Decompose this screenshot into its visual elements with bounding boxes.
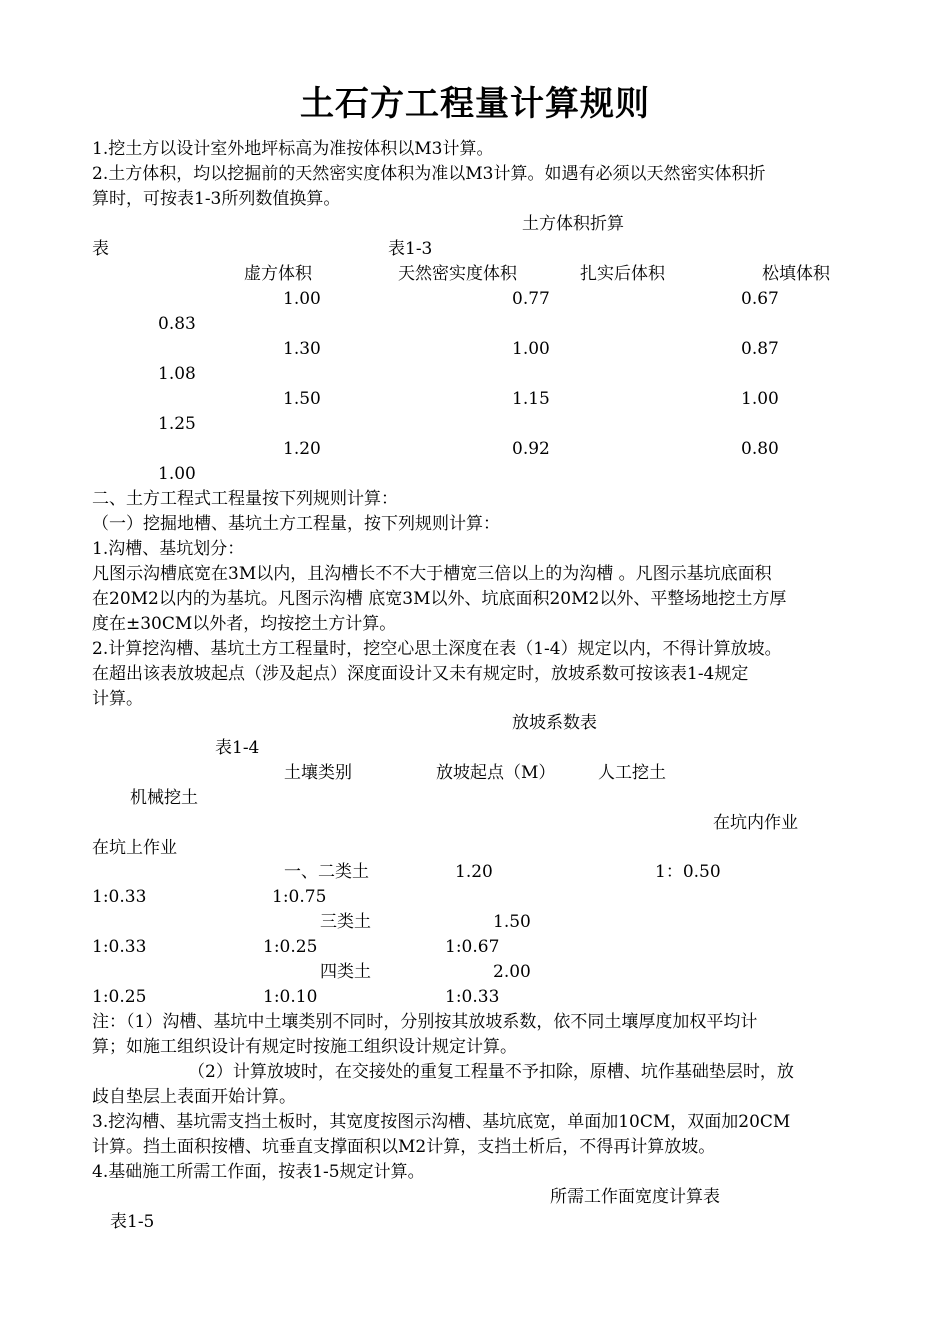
rule-sub-1-line-3: 度在±30CM以外者，均按挖土方计算。 (92, 614, 397, 634)
section-2-heading: 二、土方工程式工程量按下列规则计算： (92, 489, 398, 509)
rule-sub-1: 1.沟槽、基坑划分： (92, 539, 245, 559)
rule-1: 1.挖土方以设计室外地坪标高为准按体积以M3计算。 (92, 139, 494, 159)
rule-2-line-1: 2.土方体积，均以挖掘前的天然密实度体积为准以M3计算。如遇有必须以天然密实体积折 (92, 164, 766, 184)
table-1-3-cell: 1.00 (512, 339, 550, 359)
subsection-1-heading: （一）挖掘地槽、基坑土方工程量，按下列规则计算： (92, 514, 500, 534)
rule-sub-2-line-2: 在超出该表放坡起点（涉及起点）深度面设计又未有规定时，放坡系数可按该表1-4规定 (92, 664, 749, 684)
table-1-3-label: 表1-3 (388, 239, 433, 259)
table-1-3-cell: 0.92 (512, 439, 550, 459)
table-1-4-cell: 1:0.25 (263, 937, 318, 957)
table-1-4-cell: 1.20 (455, 862, 493, 882)
table-1-3-header: 天然密实度体积 (398, 264, 517, 284)
table-1-3-cell: 1.30 (283, 339, 321, 359)
table-1-3-header: 松填体积 (762, 264, 830, 284)
table-1-3-cell: 1.00 (283, 289, 321, 309)
note-1-line-1: 注：（1）沟槽、基坑中土壤类别不同时，分别按其放坡系数，依不同土壤厚度加权平均计 (92, 1012, 758, 1032)
table-1-4-cell: 三类土 (320, 912, 371, 932)
table-1-3-cell: 1.08 (158, 364, 196, 384)
table-1-4-cell: 1:0.25 (92, 987, 147, 1007)
table-1-4-cell: 一、二类土 (284, 862, 369, 882)
table-1-5-caption: 所需工作面宽度计算表 (550, 1187, 720, 1207)
table-1-3-cell: 1.00 (741, 389, 779, 409)
rule-sub-1-line-2: 在20M2以内的为基坑。凡图示沟槽 底宽3M以外、坑底面积20M2以外、平整场地挖土方厚 (92, 589, 787, 609)
table-1-3-cell: 0.67 (741, 289, 779, 309)
table-1-4-cell: 1:0.10 (263, 987, 318, 1007)
table-1-4-cell: 四类土 (320, 962, 371, 982)
table-1-4-cell: 1:0.67 (445, 937, 500, 957)
rule-sub-4: 4.基础施工所需工作面，按表1-5规定计算。 (92, 1162, 425, 1182)
table-1-4-header-machine: 机械挖土 (130, 788, 198, 808)
table-1-3-cell: 1.15 (512, 389, 550, 409)
note-2-line-2: 歧自垫层上表面开始计算。 (92, 1087, 296, 1107)
rule-2-line-2: 算时，可按表1-3所列数值换算。 (92, 189, 341, 209)
table-1-4-cell: 1：0.50 (655, 862, 721, 882)
table-1-4-header-soil: 土壤类别 (284, 763, 352, 783)
table-1-4-caption: 放坡系数表 (512, 713, 597, 733)
table-1-4-cell: 1:0.33 (445, 987, 500, 1007)
table-1-4-header-manual: 人工挖土 (598, 763, 666, 783)
rule-sub-2-line-1: 2.计算挖沟槽、基坑土方工程量时，挖空心思土深度在表（1-4）规定以内，不得计算放坡。 (92, 639, 782, 659)
table-1-3-cell: 1.00 (158, 464, 196, 484)
table-1-4-label: 表1-4 (215, 738, 260, 758)
table-1-3-header: 扎实后体积 (580, 264, 665, 284)
table-1-4-header-onpit: 在坑上作业 (92, 838, 177, 858)
table-1-4-cell: 2.00 (493, 962, 531, 982)
table-1-3-cell: 0.77 (512, 289, 550, 309)
table-1-4-header-inpit: 在坑内作业 (713, 813, 798, 833)
rule-sub-3-line-1: 3.挖沟槽、基坑需支挡土板时，其宽度按图示沟槽、基坑底宽，单面加10CM，双面加20CM (92, 1112, 791, 1132)
table-1-4-cell: 1:0.33 (92, 937, 147, 957)
table-1-3-cell: 1.20 (283, 439, 321, 459)
table-1-4-cell: 1.50 (493, 912, 531, 932)
table-1-3-header: 虚方体积 (244, 264, 312, 284)
table-1-3-cell: 0.87 (741, 339, 779, 359)
table-1-5-label: 表1-5 (110, 1212, 155, 1232)
rule-sub-3-line-2: 计算。挡土面积按槽、坑垂直支撑面积以M2计算，支挡土析后，不得再计算放坡。 (92, 1137, 716, 1157)
table-1-3-cell: 0.83 (158, 314, 196, 334)
table-1-3-caption-tail: 表 (92, 239, 109, 259)
table-1-4-header-start: 放坡起点（M） (436, 763, 556, 783)
rule-sub-1-line-1: 凡图示沟槽底宽在3M以内，且沟槽长不不大于槽宽三倍以上的为沟槽 。凡图示基坑底面积 (92, 564, 772, 584)
table-1-3-cell: 1.50 (283, 389, 321, 409)
table-1-3-cell: 1.25 (158, 414, 196, 434)
table-1-4-cell: 1:0.33 (92, 887, 147, 907)
document-title: 土石方工程量计算规则 (300, 84, 650, 124)
note-2-line-1: （2）计算放坡时，在交接处的重复工程量不予扣除，原槽、坑作基础垫层时，放 (188, 1062, 794, 1082)
table-1-4-cell: 1:0.75 (272, 887, 327, 907)
table-1-3-cell: 0.80 (741, 439, 779, 459)
rule-sub-2-line-3: 计算。 (92, 689, 143, 709)
table-1-3-caption: 土方体积折算 (522, 214, 624, 234)
note-1-line-2: 算；如施工组织设计有规定时按施工组织设计规定计算。 (92, 1037, 517, 1057)
